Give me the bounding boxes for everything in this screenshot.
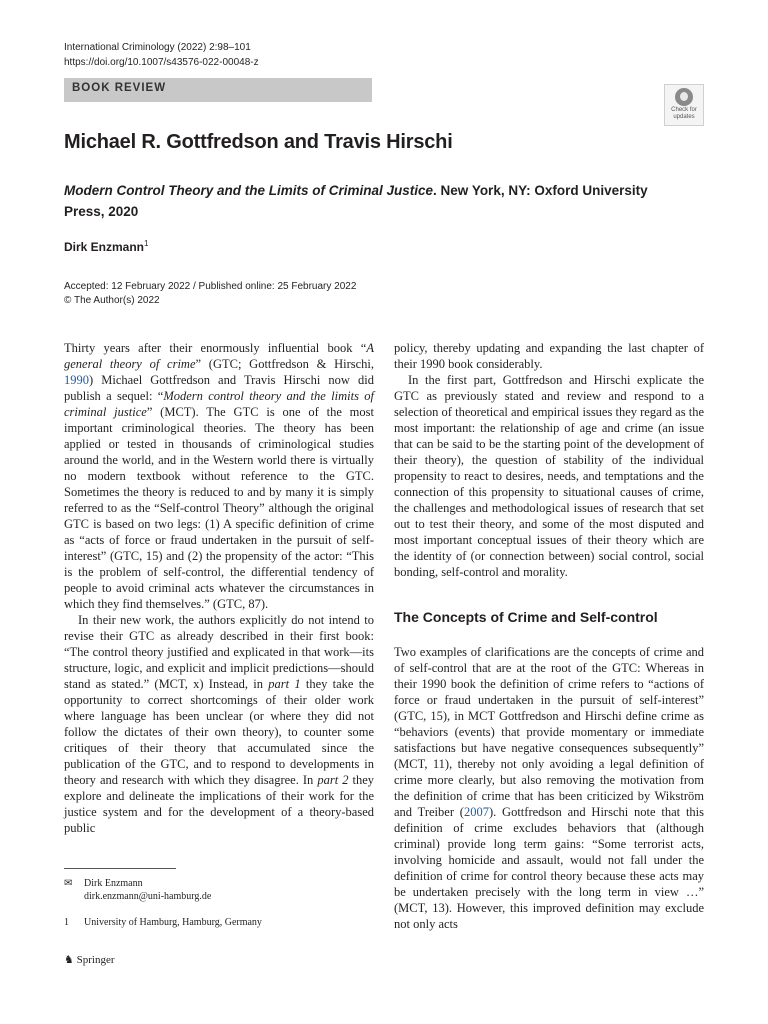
affiliation: University of Hamburg, Hamburg, Germany	[84, 917, 262, 928]
publication-dates	[64, 280, 356, 307]
badge-label-2: updates	[673, 113, 695, 120]
book-publisher: . New York, NY: Oxford University Press, 2020	[64, 183, 648, 219]
doi-link[interactable]: https://doi.org/10.1007/s43576-022-00048-z	[64, 56, 259, 68]
paragraph: In their new work, the authors explicitly do not intend to revise their GTC as already described in their first book: “The control theory justified and explicated in that work—its structure, logic, and explicit and implicit predictions—should stand as stated.” (MCT, x) Instead, in part 1 they take the opportunity to correct shortcomings of their older work where language has been unclear (or where they did not follow the dictates of their own theory), to counter some critiques of their theory that accumulated since the publication of the GTC, and to respond to developments in theory and research with which they disagree. In part 2 they explore and delineate the implications of their work for the justice system and for the development of a theory-based public	[64, 613, 375, 835]
author-name[interactable]: Dirk Enzmann	[64, 240, 145, 254]
publisher-name: Springer	[76, 954, 115, 966]
publisher-footer	[64, 953, 115, 966]
envelope-icon: ✉	[64, 878, 73, 889]
contact-footnote	[64, 877, 211, 903]
check-for-updates-badge[interactable]	[664, 84, 704, 126]
left-column	[64, 340, 374, 836]
paragraph: In the first part, Gottfredson and Hirschi explicate the GTC as previously stated and review and respond to a selection of theoretical and empirical issues they regard as the most important: the relationship of age and crime (an issue that can be said to be the starting point of the development of their theory), the question of stability of the individual propensity to react to desires, needs, and temptations and the connection of this propensity to situational causes of crime, the challenges and methodological issues of research that set out to test their theory, and some of the most disputed and most important conceptual issues of their theory which are the identity of (or connection between) social control, social bonding, self-control and morality.	[394, 373, 704, 579]
section-banner	[64, 78, 372, 102]
contact-name: Dirk Enzmann	[84, 878, 143, 889]
book-title: Modern Control Theory and the Limits of Criminal Justice	[64, 183, 434, 198]
footnote-divider	[64, 868, 176, 869]
section-label: BOOK REVIEW	[72, 82, 167, 94]
copyright: © The Author(s) 2022	[64, 294, 160, 306]
author-line	[64, 239, 148, 254]
journal-header	[64, 41, 259, 70]
springer-logo-icon: ♞	[64, 954, 74, 966]
citation-link[interactable]: 2007	[463, 805, 489, 819]
paragraph: Thirty years after their enormously influential book “A general theory of crime” (GTC; Gottfredson & Hirschi, 1990) Michael Gottfredson and Travis Hirschi now did publish a sequel: “Modern control theory and the limits of criminal justice” (MCT). The GTC is one of the most important criminological theories. The theory has been applied or tested in thousands of criminological studies around the world, and in the Western world there is virtually no modern textbook without reference to the GTC. Sometimes the theory is reduced to and by many it is simply referred to as the “Self-control Theory” although the original GTC is based on two legs: (1) A specific definition of crime as “acts of force or fraud undertaken in the pursuit of self-interest” (GTC, 15) and (2) the propensity of the actor: “This is the problem of self-control, the differential tendency of people to avoid criminal acts whatever the circumstances in which they find themselves.” (GTC, 87).	[64, 341, 374, 611]
right-column	[394, 340, 704, 932]
author-affil-sup: 1	[144, 239, 149, 248]
paragraph: Two examples of clarifications are the concepts of crime and of self-control that are at the root of the GTC: Whereas in their 1990 book the definition of crime refers to “actions of force or fraud undertaken in the pursuit of self-interest” (GTC, 15), in MCT Gottfredson and Hirschi define crime as “behaviors (events) that provide momentary or immediate satisfactions but have negative consequences subsequently” (MCT, 11), thereby not only avoiding a legal definition of crime more clearly, but also removing the motivation from the definition of crime that has been criticized by Wikström and Treiber (2007). Gottfredson and Hirschi note that this definition of crime excludes behaviors that (although criminal) provide long term gains: “Some terrorist acts, involving homicide and assault, would not fall under the definition of crime for control theory because these acts may be undertaken precisely with the long term in view …” (MCT, 13). However, this improved definition may exclude not only acts	[394, 645, 704, 931]
journal-citation: International Criminology (2022) 2:98–101	[64, 42, 251, 53]
article-title: Michael R. Gottfredson and Travis Hirschi	[64, 131, 453, 153]
citation-link[interactable]: 1990	[64, 373, 89, 387]
book-citation	[64, 180, 664, 222]
badge-label-1: Check for	[671, 107, 697, 113]
affiliation-footnote	[64, 916, 262, 929]
check-updates-icon	[675, 88, 693, 106]
contact-email[interactable]: dirk.enzmann@uni-hamburg.de	[84, 891, 212, 902]
paragraph: policy, thereby updating and expanding the last chapter of their 1990 book considerably.	[394, 341, 704, 371]
affiliation-mark: 1	[64, 917, 69, 928]
section-heading: The Concepts of Crime and Self-control	[394, 609, 658, 625]
accepted-published: Accepted: 12 February 2022 / Published online: 25 February 2022	[64, 281, 357, 292]
